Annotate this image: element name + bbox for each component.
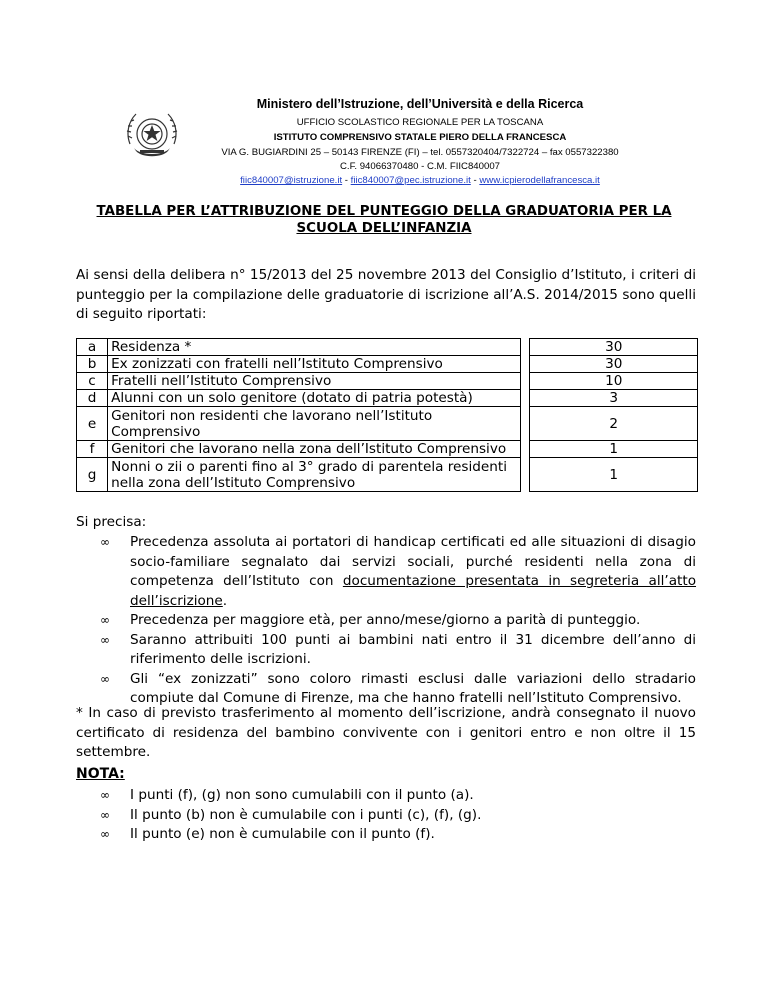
criteria-table — [76, 338, 698, 492]
school-codes: C.F. 94066370480 - C.M. FIIC840007 — [340, 161, 500, 172]
criterion-description: Alunni con un solo genitore (dotato di patria potestà) — [108, 390, 521, 407]
school-name: ISTITUTO COMPRENSIVO STATALE PIERO DELLA FRANCESCA — [273, 132, 567, 143]
criterion-points: 2 — [530, 407, 698, 441]
contact-links — [160, 175, 680, 186]
criterion-description: Genitori che lavorano nella zona dell’Istituto Comprensivo — [108, 441, 521, 458]
criterion-points: 1 — [530, 441, 698, 458]
precisa-label: Si precisa: — [76, 514, 147, 530]
list-item: ∞ Il punto (e) non è cumulabile con il punto (f). — [76, 825, 696, 845]
website-link[interactable]: www.icpierodellafrancesca.it — [479, 175, 600, 186]
table-row — [77, 390, 698, 407]
intro-paragraph: Ai sensi della delibera n° 15/2013 del 25 novembre 2013 del Consiglio d’Istituto, i criteri di punteggio per la compilazione delle graduatorie di iscrizione all’A.S. 2014/2015 sono quelli di seguito riportati: — [76, 267, 696, 322]
bullet-icon: ∞ — [100, 807, 110, 822]
link-separator: - — [470, 175, 480, 186]
table-row — [77, 339, 698, 356]
bullet-icon: ∞ — [100, 671, 110, 686]
nota-list — [76, 786, 696, 845]
link-separator: - — [342, 175, 351, 186]
table-row — [77, 356, 698, 373]
document-title-line-1: TABELLA PER L’ATTRIBUZIONE DEL PUNTEGGIO DELLA GRADUATORIA PER LA — [96, 204, 672, 219]
ministry-name: Ministero dell’Istruzione, dell’Università e della Ricerca — [256, 97, 584, 111]
precisa-list — [76, 533, 696, 709]
criterion-letter: f — [77, 441, 108, 458]
criterion-letter: c — [77, 373, 108, 390]
list-item: ∞ Il punto (b) non è cumulabile con i punti (c), (f), (g). — [76, 806, 696, 826]
list-item: ∞ Precedenza per maggiore età, per anno/mese/giorno a parità di punteggio. — [76, 611, 696, 631]
residence-footnote: * In caso di previsto trasferimento al momento dell’iscrizione, andrà consegnato il nuovo certificato di residenza del bambino convivente con i genitori entro e non oltre il 15 settembre. — [76, 705, 696, 760]
nota-label: NOTA: — [76, 766, 125, 782]
bullet-icon: ∞ — [100, 827, 110, 841]
list-item: ∞ I punti (f), (g) non sono cumulabili con il punto (a). — [76, 786, 696, 806]
bullet-icon: ∞ — [100, 632, 110, 647]
list-item: ∞ Saranno attribuiti 100 punti ai bambini nati entro il 31 dicembre dell’anno di riferimento delle iscrizioni. — [100, 631, 696, 667]
criterion-description: Genitori non residenti che lavorano nell’Istituto Comprensivo — [108, 407, 521, 441]
criterion-letter: g — [77, 458, 108, 492]
criterion-points: 30 — [530, 356, 698, 373]
criterion-description: Fratelli nell’Istituto Comprensivo — [108, 373, 521, 390]
criterion-letter: b — [77, 356, 108, 373]
criterion-points: 1 — [530, 458, 698, 492]
criterion-points: 10 — [530, 373, 698, 390]
document-title-line-2: SCUOLA DELL’INFANZIA — [296, 221, 472, 236]
pec-email-link[interactable]: fiic840007@pec.istruzione.it — [350, 175, 471, 186]
bullet-icon: ∞ — [100, 788, 110, 802]
email-link[interactable]: fiic840007@istruzione.it — [240, 175, 343, 186]
criterion-points: 3 — [530, 390, 698, 407]
criterion-description: Residenza * — [108, 339, 521, 356]
criterion-points: 30 — [530, 339, 698, 356]
table-row — [77, 441, 698, 458]
criterion-description: Nonni o zii o parenti fino al 3° grado di parentela residenti nella zona dell’Istituto Comprensivo — [108, 458, 521, 492]
list-item: ∞ Gli “ex zonizzati” sono coloro rimasti esclusi dalle variazioni dello stradario compiute dal Comune di Firenze, ma che hanno fratelli nell’Istituto Comprensivo. — [100, 670, 696, 706]
school-address: VIA G. BUGIARDINI 25 – 50143 FIRENZE (FI) – tel. 0557320404/7322724 – fax 0557322380 — [221, 147, 619, 158]
table-row — [77, 373, 698, 390]
criterion-letter: d — [77, 390, 108, 407]
criterion-letter: a — [77, 339, 108, 356]
criterion-letter: e — [77, 407, 108, 441]
table-row — [77, 458, 698, 492]
bullet-icon: ∞ — [100, 613, 110, 627]
bullet-icon: ∞ — [100, 535, 110, 549]
criterion-description: Ex zonizzati con fratelli nell’Istituto Comprensivo — [108, 356, 521, 373]
table-row — [77, 407, 698, 441]
regional-office: UFFICIO SCOLASTICO REGIONALE PER LA TOSCANA — [296, 117, 544, 128]
list-item: ∞ Precedenza assoluta ai portatori di handicap certificati ed alle situazioni di disagio socio-familiare segnalato dai servizi sociali, purché residenti nella zona di competenza dell’Istituto con documentazione presentata in segreteria all’atto dell’iscrizione. — [100, 534, 697, 609]
